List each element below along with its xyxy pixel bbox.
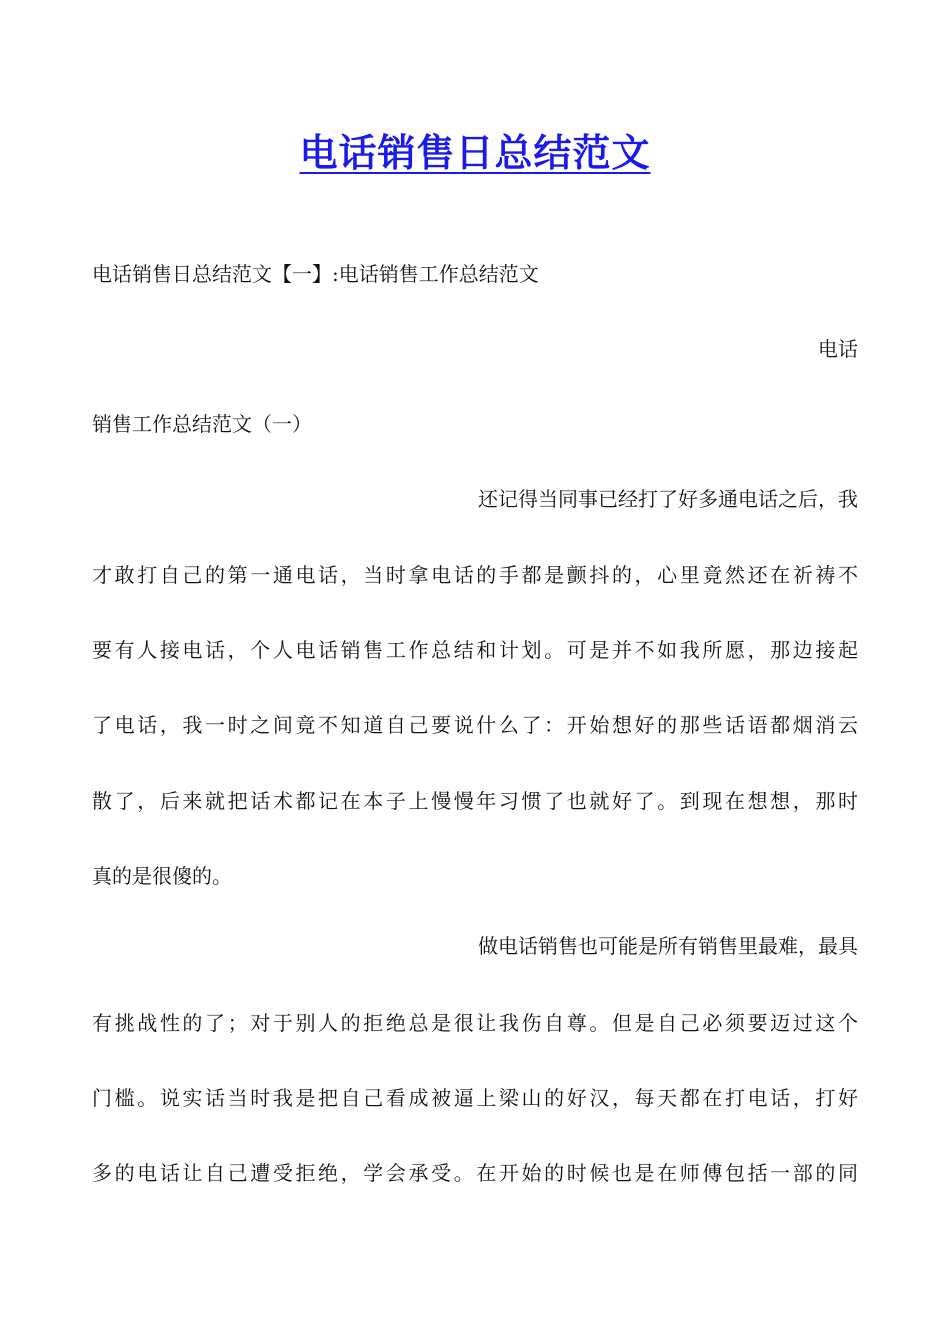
body-line-7: 散了，后来就把话术都记在本子上慢慢年习惯了也就好了。到现在想想，那时 bbox=[92, 789, 858, 813]
body-line-11: 门槛。说实话当时我是把自己看成被逼上梁山的好汉，每天都在打电话，打好 bbox=[92, 1086, 858, 1110]
body-line-1: 电话 bbox=[818, 337, 858, 361]
body-line-9: 做电话销售也可能是所有销售里最难，最具 bbox=[478, 934, 858, 958]
body-line-6: 了电话，我一时之间竟不知道自己要说什么了：开始想好的那些话语都烟消云 bbox=[92, 713, 858, 737]
body-line-5: 要有人接电话，个人电话销售工作总结和计划。可是并不如我所愿，那边接起 bbox=[92, 638, 858, 662]
body-line-12: 多的电话让自己遭受拒绝，学会承受。在开始的时候也是在师傅包括一部的同 bbox=[92, 1161, 858, 1185]
document-title bbox=[0, 124, 950, 182]
document-title-link[interactable]: 电话销售日总结范文 bbox=[299, 131, 651, 175]
body-line-2: 销售工作总结范文（一） bbox=[92, 412, 312, 436]
body-line-10: 有挑战性的了；对于别人的拒绝总是很让我伤自尊。但是自己必须要迈过这个 bbox=[92, 1011, 858, 1035]
body-line-4: 才敢打自己的第一通电话，当时拿电话的手都是颤抖的，心里竟然还在祈祷不 bbox=[92, 563, 858, 587]
section-heading: 电话销售日总结范文【一】:电话销售工作总结范文 bbox=[92, 262, 539, 286]
body-line-8: 真的是很傻的。 bbox=[92, 864, 232, 888]
body-line-3: 还记得当同事已经打了好多通电话之后，我 bbox=[478, 487, 858, 511]
